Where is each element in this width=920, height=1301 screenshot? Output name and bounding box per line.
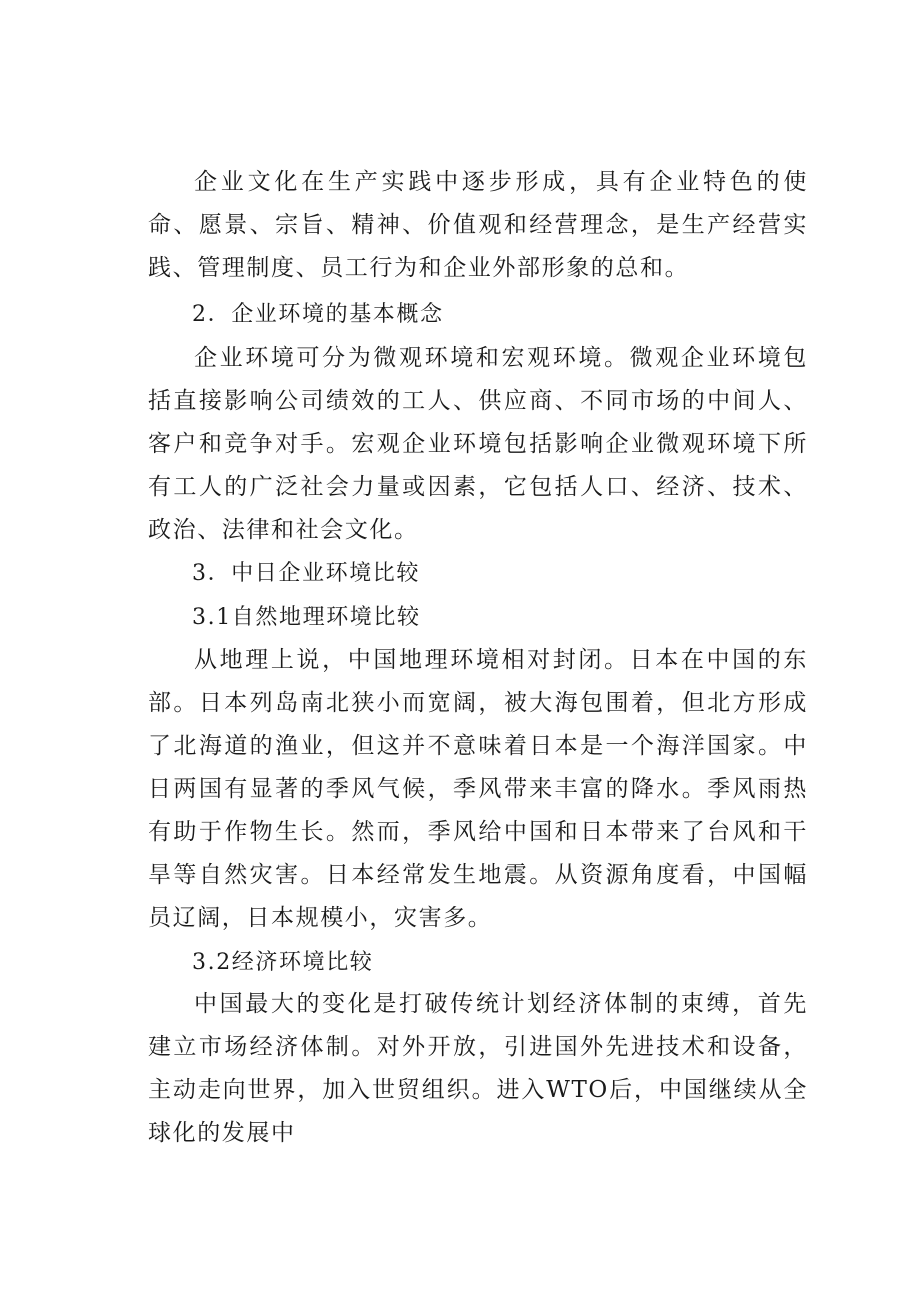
paragraph-corporate-culture: [148, 161, 808, 290]
subsection-heading: 3.2经济环境比较: [192, 950, 374, 975]
paragraph-text: 中国最大的变化是打破传统计划经济体制的束缚，首先建立市场经济体制。对外开放，引进国外先进技术和设备，主动走向世界，加入世贸组织。进入WTO后，中国继续从全球化的发展中: [148, 991, 808, 1146]
paragraph-geography: [148, 639, 808, 940]
paragraph-economy: [148, 983, 808, 1155]
heading-section-2: [148, 293, 808, 336]
heading-section-3-2: [148, 941, 808, 984]
section-heading: 2．企业环境的基本概念: [192, 302, 444, 327]
paragraph-text: 企业文化在生产实践中逐步形成，具有企业特色的使命、愿景、宗旨、精神、价值观和经营理念，是生产经营实践、管理制度、员工行为和企业外部形象的总和。: [148, 169, 808, 281]
subsection-heading: 3.1自然地理环境比较: [192, 605, 421, 630]
paragraph-text: 企业环境可分为微观环境和宏观环境。微观企业环境包括直接影响公司绩效的工人、供应商、不同市场的中间人、客户和竞争对手。宏观企业环境包括影响企业微观环境下所有工人的广泛社会力量或因素，它包括人口、经济、技术、政治、法律和社会文化。: [148, 345, 808, 543]
paragraph-enterprise-environment: [148, 337, 808, 552]
paragraph-text: 从地理上说，中国地理环境相对封闭。日本在中国的东部。日本列岛南北狭小而宽阔，被大海包围着，但北方形成了北海道的渔业，但这并不意味着日本是一个海洋国家。中日两国有显著的季风气候，季风带来丰富的降水。季风雨热有助于作物生长。然而，季风给中国和日本带来了台风和干旱等自然灾害。日本经常发生地震。从资源角度看，中国幅员辽阔，日本规模小，灾害多。: [148, 647, 808, 931]
heading-section-3: [148, 552, 808, 595]
section-heading: 3．中日企业环境比较: [192, 561, 420, 586]
heading-section-3-1: [148, 596, 808, 639]
